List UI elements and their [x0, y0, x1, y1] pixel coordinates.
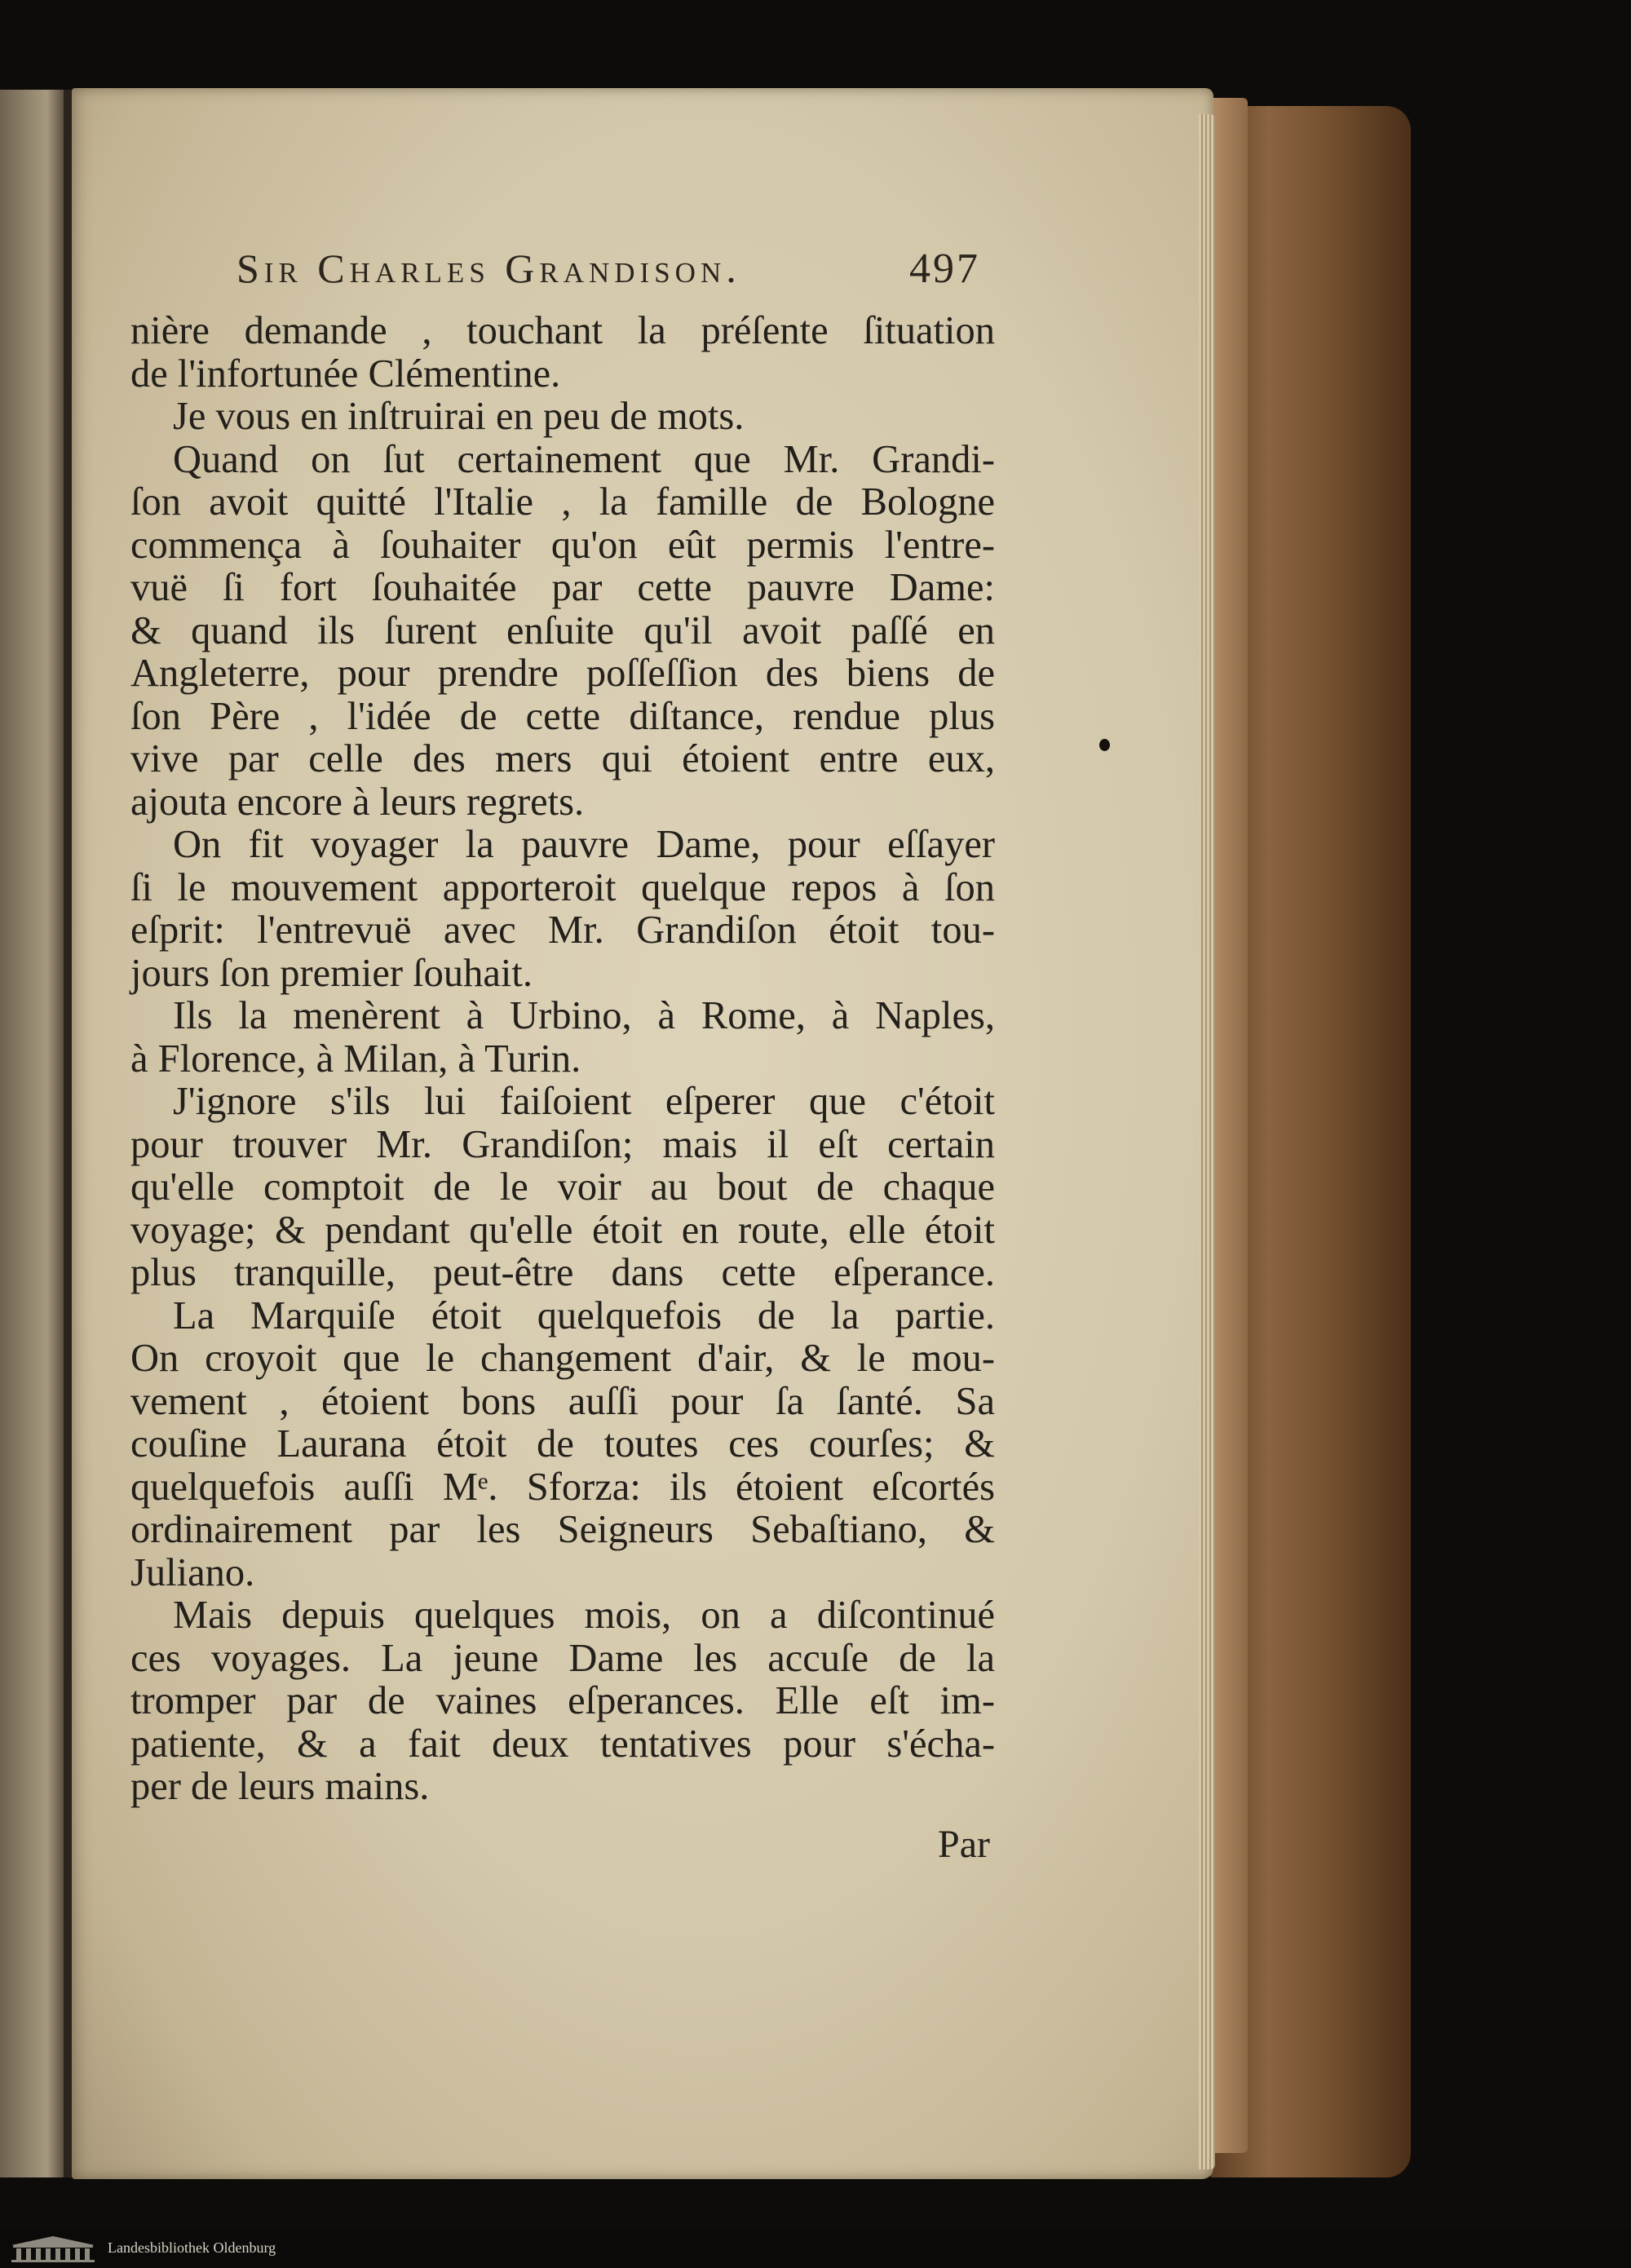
text-line: ordinairement par les Seigneurs Sebaſtiano, & [130, 1508, 995, 1551]
text-line: ſi le mouvement apporteroit quelque repos à ſon [130, 865, 995, 909]
text-line: pour trouver Mr. Grandiſon; mais il eſt certain [130, 1122, 995, 1166]
catchword: Par [938, 1823, 990, 1866]
page-edges [1199, 114, 1215, 2169]
text-line: ſon avoit quitté l'Italie , la famille de Bologne [130, 480, 995, 524]
text-line: per de leurs mains. [130, 1765, 430, 1808]
text-line: nière demande , touchant la préſente ſituation [130, 309, 995, 352]
text-line: eſprit: l'entrevuë avec Mr. Grandiſon étoit tou- [130, 909, 995, 952]
text-line: Quand on ſut certainement que Mr. Grandi- [173, 437, 995, 481]
text-line: ajouta encore à leurs regrets. [130, 780, 585, 824]
body-text [130, 310, 995, 1809]
text-line: ſon Père , l'idée de cette diſtance, rendue plus [130, 694, 995, 738]
text-line: On croyoit que le changement d'air, & le mou- [130, 1337, 995, 1380]
text-line: ces voyages. La jeune Dame les accuſe de la [130, 1636, 995, 1680]
footer-bar [0, 2230, 1631, 2268]
text-line: J'ignore s'ils lui faiſoient eſperer que c'étoit [173, 1080, 995, 1123]
text-line: vuë ſi fort ſouhaitée par cette pauvre Dame: [130, 566, 995, 609]
library-building-icon [8, 2234, 98, 2263]
text-line: tromper par de vaines eſperances. Elle eſt im- [130, 1679, 995, 1722]
text-line: On fit voyager la pauvre Dame, pour eſſayer [173, 823, 995, 866]
library-name: Landesbibliothek Oldenburg [108, 2239, 276, 2256]
text-line: couſine Laurana étoit de toutes ces courſes; & [130, 1422, 995, 1466]
text-line: de l'infortunée Clémentine. [130, 351, 561, 396]
text-line: patiente, & a fait deux tentatives pour s'écha- [130, 1722, 995, 1766]
facing-page-edge [0, 90, 67, 2177]
text-line: Ils la menèrent à Urbino, à Rome, à Naples, [173, 994, 995, 1037]
text-line: jours ſon premier ſouhait. [130, 951, 533, 995]
text-line: quelquefois auſſi Mᵉ. Sforza: ils étoient eſcortés [130, 1465, 995, 1509]
text-line: qu'elle comptoit de le voir au bout de chaque [130, 1165, 995, 1209]
text-line: Juliano. [130, 1550, 255, 1594]
text-line: Mais depuis quelques mois, on a diſcontinué [173, 1594, 995, 1637]
ink-spot [1099, 739, 1110, 751]
text-line: voyage; & pendant qu'elle étoit en route, elle étoit [130, 1208, 995, 1252]
text-line: Angleterre, pour prendre poſſeſſion des biens de [130, 652, 995, 695]
text-line: La Marquiſe étoit quelquefois de la partie. [173, 1293, 995, 1337]
text-line: vement , étoient bons auſſi pour ſa ſanté. Sa [130, 1379, 995, 1423]
text-line: plus tranquille, peut-être dans cette eſperance. [130, 1251, 995, 1294]
text-line: & quand ils ſurent enſuite qu'il avoit paſſé en [130, 608, 995, 652]
text-line: commença à ſouhaiter qu'on eût permis l'entre- [130, 523, 995, 567]
running-title: Sir Charles Grandison. [236, 245, 741, 291]
text-line: vive par celle des mers qui étoient entre eux, [130, 737, 995, 780]
page-number: 497 [909, 245, 980, 292]
text-line: Je vous en inſtruirai en peu de mots. [173, 395, 745, 438]
text-line: à Florence, à Milan, à Turin. [130, 1037, 581, 1081]
